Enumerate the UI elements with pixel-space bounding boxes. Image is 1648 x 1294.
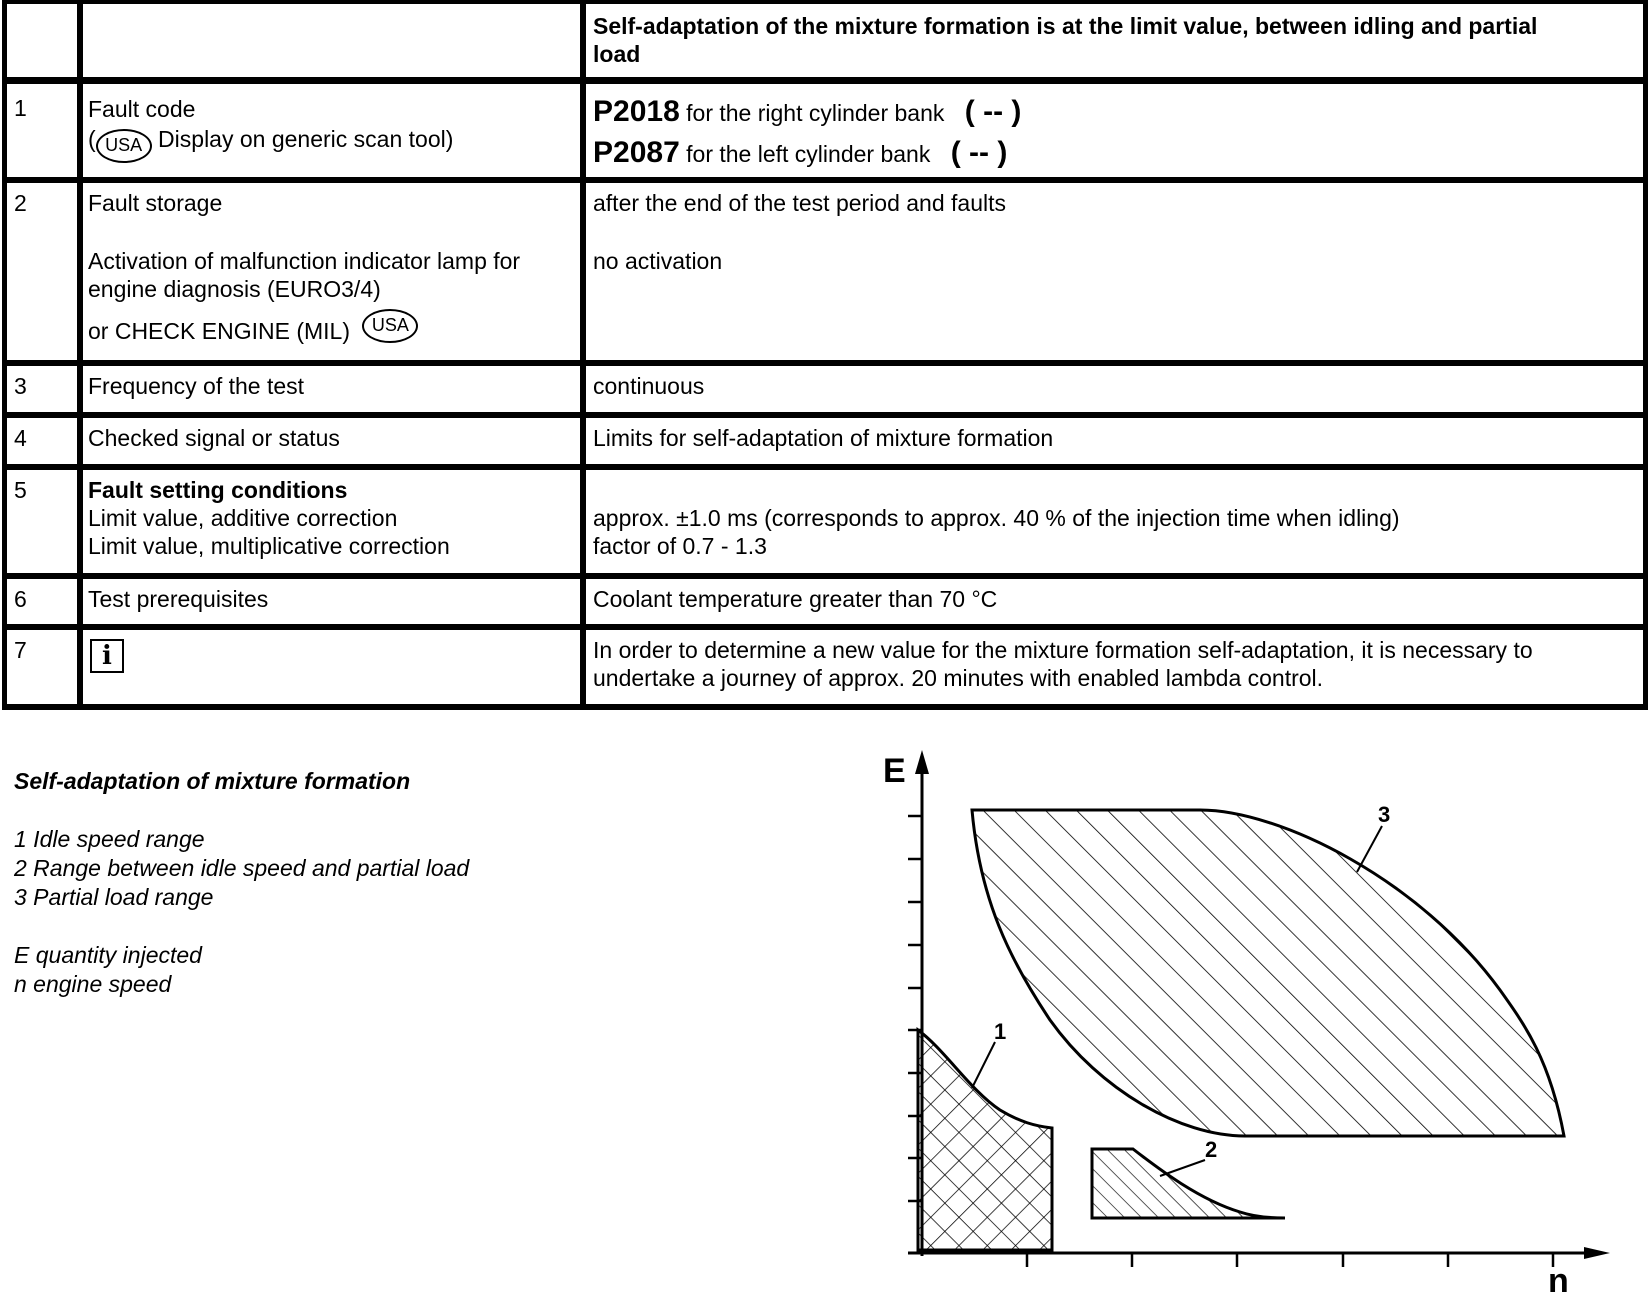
additive-correction-label: Limit value, additive correction (88, 505, 398, 531)
table-row-2 (2, 180, 1648, 363)
row-label (80, 180, 582, 345)
region-label-1: 1 (994, 1019, 1007, 1044)
table-divider (2, 573, 1648, 579)
row-value (582, 180, 1648, 275)
x-axis-arrow-icon (1584, 1247, 1610, 1259)
legend-item: 2 Range between idle speed and partial load (14, 855, 470, 881)
mixture-adaptation-diagram (860, 750, 1640, 1294)
row-label (80, 82, 582, 163)
fault-code-left-bank: P2087 for the left cylinder bank ( -- ) (593, 136, 1008, 169)
row-label (80, 467, 582, 560)
label-leader-2 (1160, 1160, 1205, 1176)
region-idle-partial (1092, 1149, 1285, 1218)
diagram-legend (14, 767, 469, 999)
row-number: 7 (14, 637, 27, 663)
row-value: In order to determine a new value for the mixture formation self-adaptation, it is necessary to undertake a journey of approx. 20 minutes with enabled lambda control. (593, 637, 1533, 691)
legend-item: 1 Idle speed range (14, 826, 205, 852)
mil-activation-value: no activation (593, 248, 723, 274)
table-divider (2, 624, 1648, 630)
row-value (582, 467, 1648, 560)
mil-activation-label: Activation of malfunction indicator lamp for engine diagnosis (EURO3/4) (88, 248, 521, 302)
region-label-3: 3 (1378, 802, 1391, 827)
row-label: Checked signal or status (88, 425, 340, 451)
usa-badge-icon: USA (96, 129, 152, 163)
table-header-row (2, 0, 1648, 82)
table-column-divider (580, 0, 586, 710)
row-value: Limits for self-adaptation of mixture formation (593, 425, 1054, 451)
table-divider (2, 177, 1648, 183)
row-number: 6 (14, 586, 27, 612)
row-value: Coolant temperature greater than 70 °C (593, 586, 998, 612)
check-engine-label: or CHECK ENGINE (MIL) USA (88, 309, 576, 345)
table-row-5 (2, 467, 1648, 576)
usa-badge-icon: USA (362, 309, 418, 343)
table-row-6 (2, 576, 1648, 627)
table-column-divider (77, 0, 83, 710)
table-divider (2, 77, 1648, 84)
row-value: continuous (593, 373, 705, 399)
row-number: 1 (14, 95, 27, 121)
table-border-left (2, 0, 7, 710)
row-label: Frequency of the test (88, 373, 305, 399)
table-border-bottom (2, 704, 1648, 710)
table-border-top (2, 0, 1648, 4)
region-partial-load (972, 810, 1564, 1136)
multiplicative-correction-value: factor of 0.7 - 1.3 (593, 533, 767, 559)
table-divider (2, 412, 1648, 418)
fault-code-p2087: P2087 (593, 136, 680, 169)
table-row-7 (2, 627, 1648, 709)
x-axis-ticks (1027, 1253, 1553, 1267)
label-leader-3 (1357, 826, 1382, 872)
legend-axis-item: E quantity injected (14, 942, 202, 968)
fault-code-p2018: P2018 (593, 95, 680, 128)
fault-conditions-title: Fault setting conditions (88, 477, 348, 503)
legend-item: 3 Partial load range (14, 884, 214, 910)
fault-code-right-bank: P2018 for the right cylinder bank ( -- ) (593, 95, 1022, 128)
table-row-3 (2, 363, 1648, 415)
header-col-value: Self-adaptation of the mixture formation is at the limit value, between idling and partial load (593, 13, 1538, 67)
fault-storage-value: after the end of the test period and faults (593, 190, 1007, 216)
table-row-1 (2, 82, 1648, 180)
y-axis-label: E (883, 752, 906, 790)
label-leader-1 (972, 1042, 995, 1088)
legend-axis-item: n engine speed (14, 971, 172, 997)
fault-code-label: Fault code (88, 96, 196, 122)
region-label-2: 2 (1205, 1137, 1218, 1162)
table-divider (2, 464, 1648, 470)
row-value (582, 82, 1648, 174)
fault-storage-label: Fault storage (88, 190, 223, 216)
row-label (80, 627, 582, 673)
legend-title: Self-adaptation of mixture formation (14, 768, 411, 794)
row-number: 4 (14, 425, 27, 451)
row-number: 2 (14, 190, 27, 216)
row-number: 5 (14, 477, 27, 503)
y-axis-arrow-icon (915, 750, 929, 774)
table-divider (2, 360, 1648, 366)
additive-correction-value: approx. ±1.0 ms (corresponds to approx. 40 % of the injection time when idling) (593, 505, 1400, 531)
table-row-4 (2, 415, 1648, 467)
row-number: 3 (14, 373, 27, 399)
multiplicative-correction-label: Limit value, multiplicative correction (88, 533, 450, 559)
info-icon: i (90, 639, 124, 673)
table-border-right (1643, 0, 1648, 710)
row-label: Test prerequisites (88, 586, 269, 612)
fault-code-sublabel: ( USA Display on generic scan tool) (88, 124, 582, 163)
x-axis-label: n (1548, 1262, 1569, 1294)
